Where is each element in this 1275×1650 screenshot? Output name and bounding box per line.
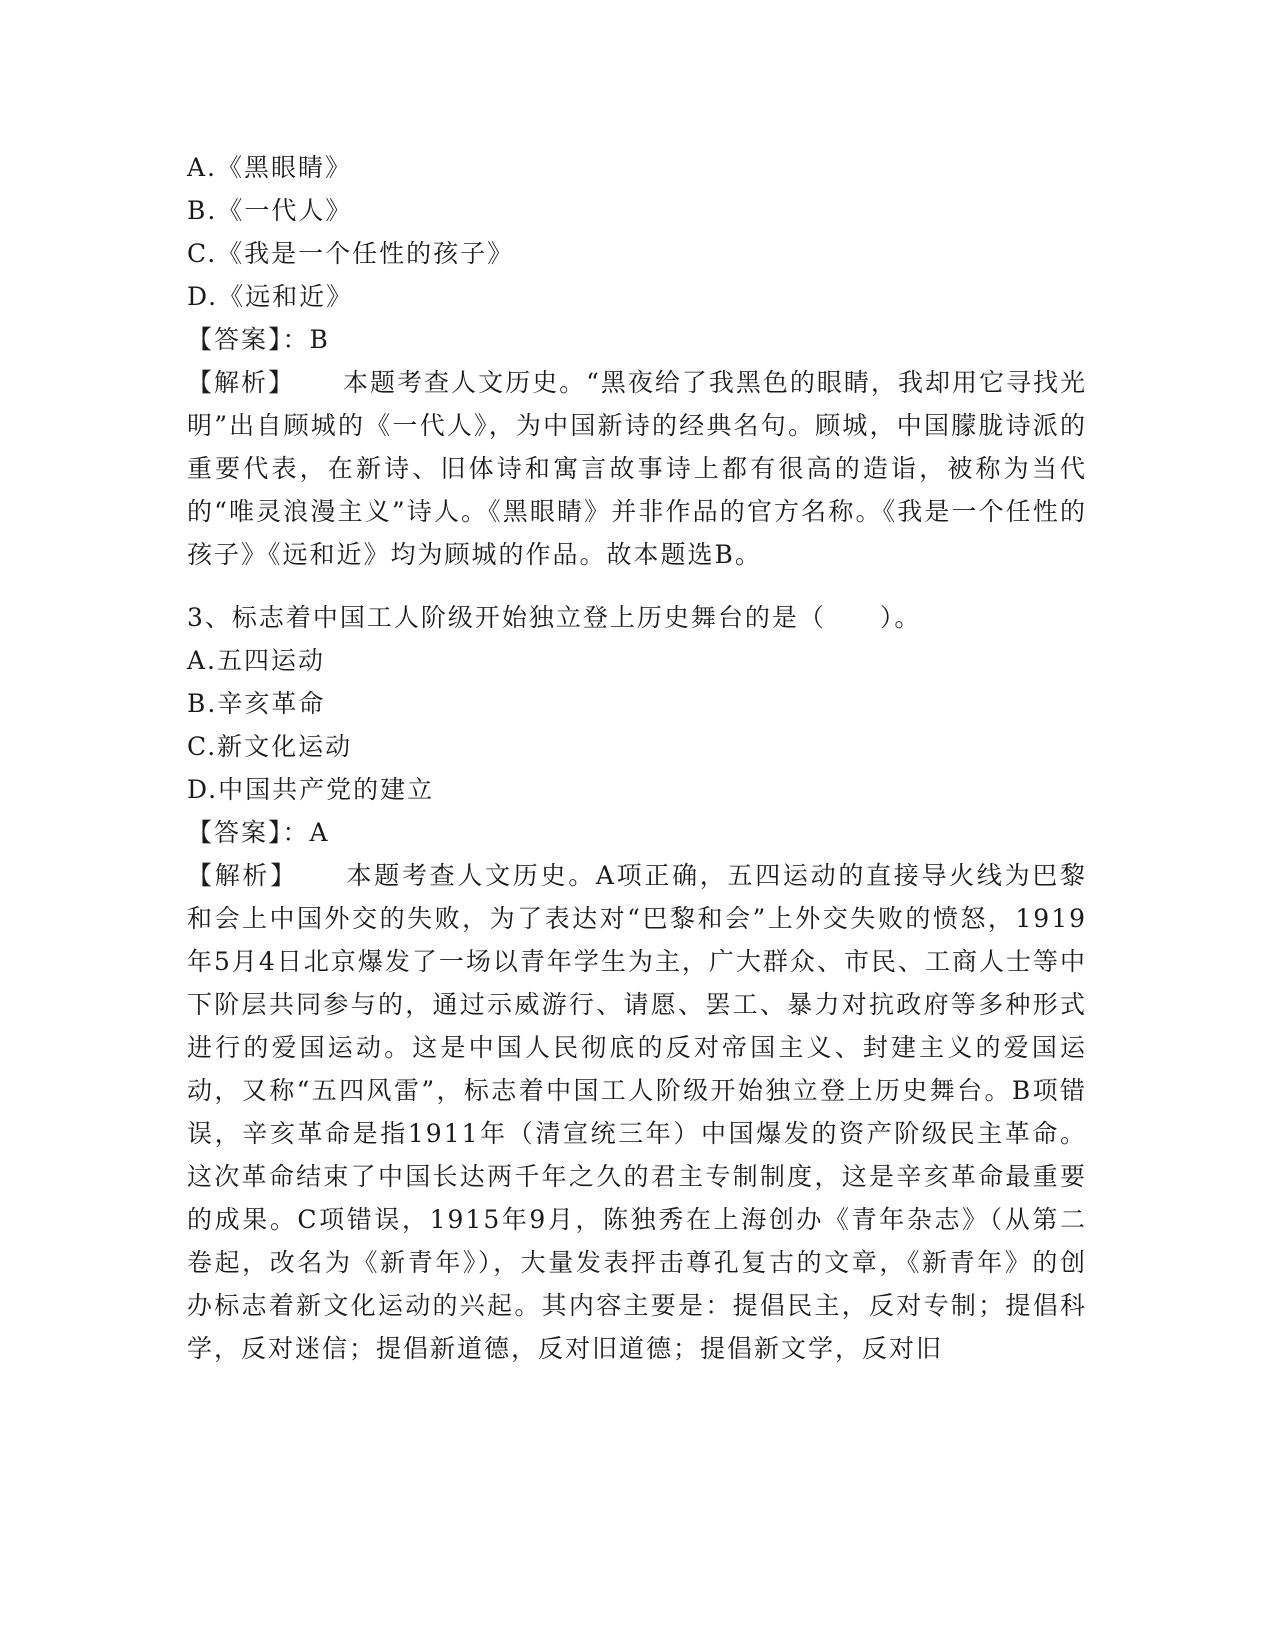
q3-analysis-label: 【解析】 <box>187 861 298 890</box>
q2-option-b: B.《一代人》 <box>187 196 353 225</box>
q2-analysis <box>187 361 1087 576</box>
q2-analysis-text: 本题考查人文历史。“黑夜给了我黑色的眼睛，我却用它寻找光明”出自顾城的《一代人》，为中国新诗的经典名句。顾城，中国朦胧诗派的重要代表，在新诗、旧体诗和寓言故事诗上都有很高的造诣，被称为当代的“唯灵浪漫主义”诗人。《黑眼睛》并非作品的官方名称。《我是一个任性的孩子》《远和近》均为顾城的作品。故本题选B。 <box>187 368 1087 569</box>
q2-analysis-label: 【解析】 <box>187 368 296 397</box>
q3-option-b: B.辛亥革命 <box>187 689 326 718</box>
q2-option-c: C.《我是一个任性的孩子》 <box>187 239 515 268</box>
q3-option-d: D.中国共产党的建立 <box>187 775 435 804</box>
q2-answer-label: 【答案】 <box>187 325 283 354</box>
q3-option-c: C.新文化运动 <box>187 732 353 761</box>
q2-option-a: A.《黑眼睛》 <box>187 153 353 182</box>
question-2-section <box>187 146 1087 576</box>
q3-answer-label: 【答案】 <box>187 818 283 847</box>
q2-answer-value: ：B <box>282 325 330 354</box>
question-3-section <box>187 596 1087 1370</box>
q3-question: 3、标志着中国工人阶级开始独立登上历史舞台的是（ ）。 <box>187 603 922 632</box>
q3-option-a: A.五四运动 <box>187 646 326 675</box>
q2-option-d: D.《远和近》 <box>187 282 354 311</box>
document-page <box>187 146 1087 1370</box>
q2-answer <box>187 318 1087 361</box>
q3-analysis <box>187 854 1087 1370</box>
q3-analysis-text: 本题考查人文历史。A项正确，五四运动的直接导火线为巴黎和会上中国外交的失败，为了表达对“巴黎和会”上外交失败的愤怒，1919年5月4日北京爆发了一场以青年学生为主，广大群众、市民、工商人士等中下阶层共同参与的，通过示威游行、请愿、罢工、暴力对抗政府等多种形式进行的爱国运动。这是中国人民彻底的反对帝国主义、封建主义的爱国运动，又称“五四风雷”，标志着中国工人阶级开始独立登上历史舞台。B项错误，辛亥革命是指1911年（清宣统三年）中国爆发的资产阶级民主革命。这次革命结束了中国长达两千年之久的君主专制制度，这是辛亥革命最重要的成果。C项错误，1915年9月，陈独秀在上海创办《青年杂志》（从第二卷起，改名为《新青年》），大量发表抨击尊孔复古的文章，《新青年》的创办标志着新文化运动的兴起。其内容主要是：提倡民主，反对专制；提倡科学，反对迷信；提倡新道德，反对旧道德；提倡新文学，反对旧 <box>187 861 1087 1363</box>
q3-answer-value: ：A <box>282 818 330 847</box>
q3-answer <box>187 811 1087 854</box>
